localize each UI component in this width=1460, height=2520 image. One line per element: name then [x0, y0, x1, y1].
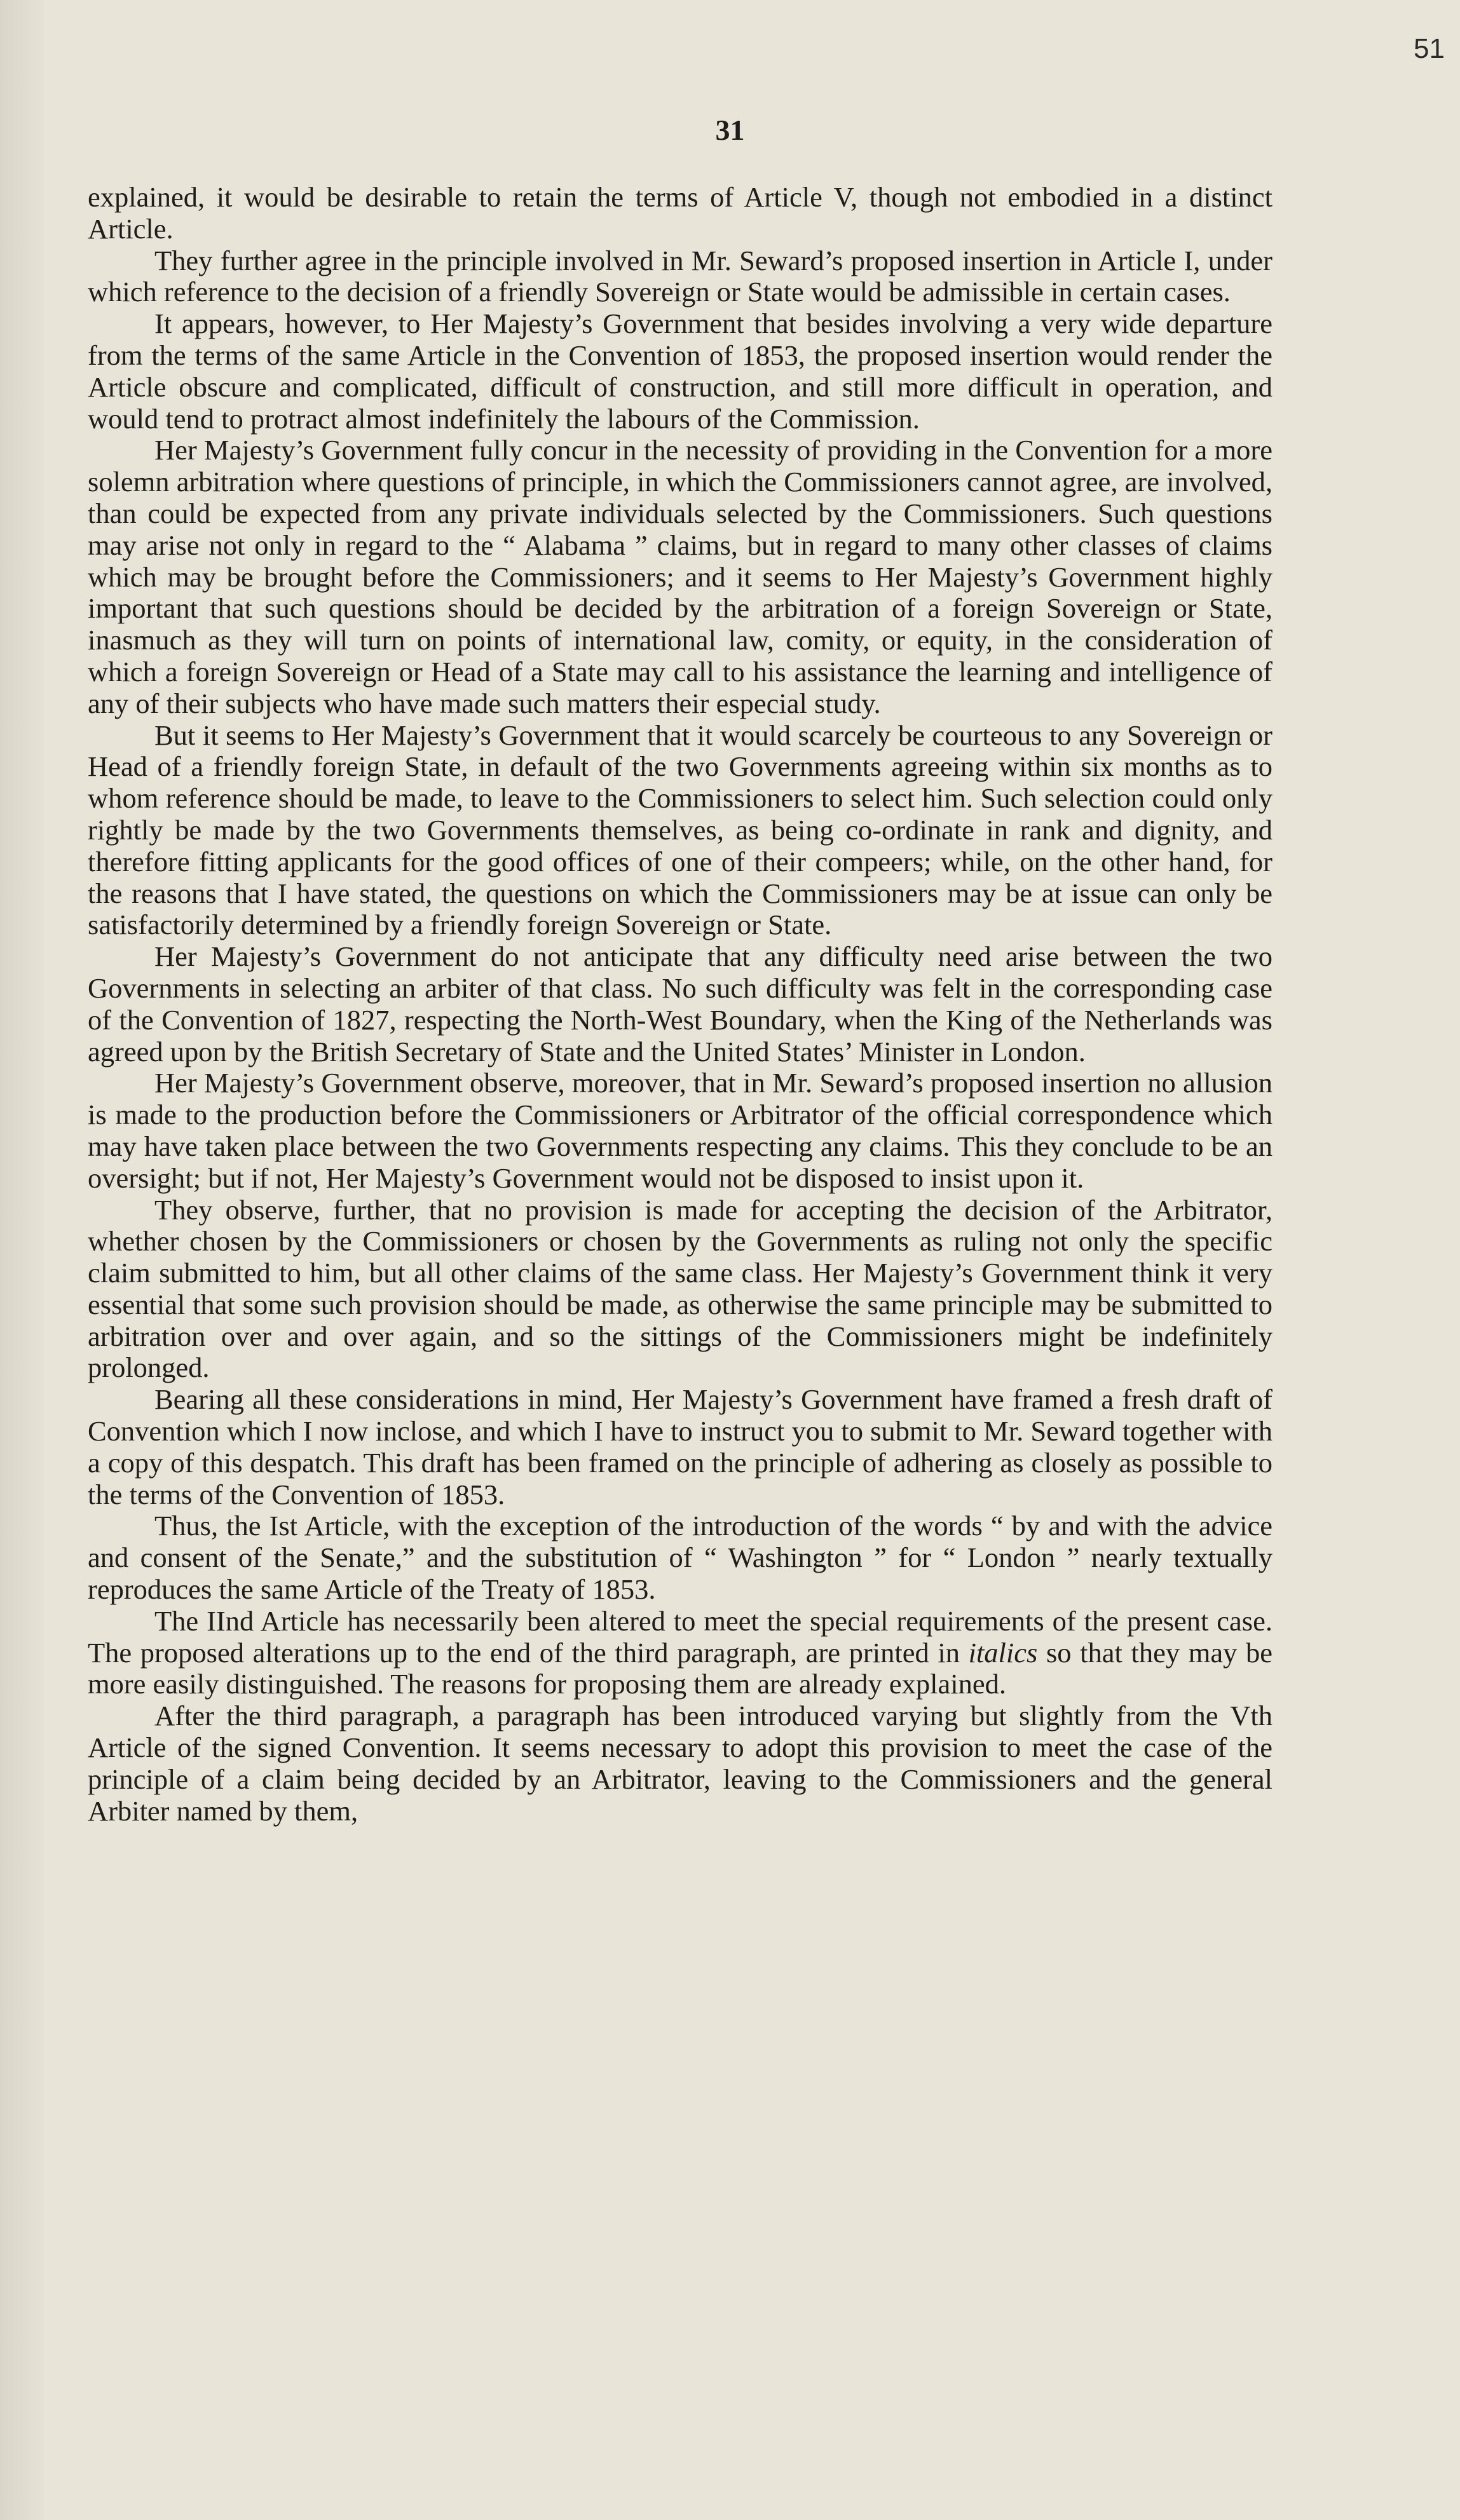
paragraph-6: Her Majesty’s Government do not anticipate that any difficulty need arise between the two Governments in selecting an arbiter of that class. No such difficulty was felt in the corresponding case of the Convention of 1827, respecting the North-West Boundary, when the King of the Netherlands was agreed upon by the British Secretary of State and the United States’ Minister in London.: [88, 940, 1272, 1067]
paragraph-11: [88, 1606, 1272, 1700]
paragraph-11-italic: italics: [968, 1636, 1038, 1669]
scan-edge: [0, 0, 44, 2520]
paragraph-2: They further agree in the principle involved in Mr. Seward’s proposed insertion in Article I, under which reference to the decision of a friendly Sovereign or State would be admissible in certain cases.: [88, 244, 1272, 308]
paragraph-7: Her Majesty’s Government observe, moreover, that in Mr. Seward’s proposed insertion no allusion is made to the production before the Commissioners or Arbitrator of the official correspondence which may have taken place between the two Governments respecting any claims. This they conclude to be an oversight; but if not, Her Majesty’s Government would not be disposed to insist upon it.: [88, 1067, 1272, 1194]
paragraph-10: Thus, the Ist Article, with the exception of the introduction of the words “ by and with the advice and consent of the Senate,” and the substitution of “ Washington ” for “ London ” nearly textually reproduces the same Article of the Treaty of 1853.: [88, 1510, 1272, 1606]
paragraph-11-after: so that they may be more easily distinguished. The reasons for proposing them are already explained.: [88, 1636, 1272, 1700]
paragraph-3: It appears, however, to Her Majesty’s Government that besides involving a very wide departure from the terms of the same Article in the Convention of 1853, the proposed insertion would render the Article obscure and complicated, difficult of construction, and still more difficult in operation, and would tend to protract almost indefinitely the labours of the Commission.: [88, 308, 1272, 435]
paragraph-9: Bearing all these considerations in mind, Her Majesty’s Government have framed a fresh draft of Convention which I now inclose, and which I have to instruct you to submit to Mr. Seward together with a copy of this despatch. This draft has been framed on the principle of adhering as closely as possible to the terms of the Convention of 1853.: [88, 1383, 1272, 1510]
paragraph-12: After the third paragraph, a paragraph has been introduced varying but slightly from the Vth Article of the signed Convention. It seems necessary to adopt this provision to meet the case of the principle of a claim being decided by an Arbitrator, leaving to the Commissioners and the general Arbiter named by them,: [88, 1700, 1272, 1827]
folio-number: 51: [1414, 33, 1445, 64]
paragraph-11-before: The IInd Article has necessarily been altered to meet the special requirements of the present case. The proposed alterations up to the end of the third paragraph, are printed in: [88, 1604, 1272, 1669]
paragraph-8: They observe, further, that no provision is made for accepting the decision of the Arbitrator, whether chosen by the Commissioners or chosen by the Governments as ruling not only the specific claim submitted to him, but all other claims of the same class. Her Majesty’s Government think it very essential that some such provision should be made, as otherwise the same principle may be submitted to arbitration over and over again, and so the sittings of the Commissioners might be indefinitely prolonged.: [88, 1193, 1272, 1384]
document-body: [88, 182, 1272, 1827]
paragraph-4: Her Majesty’s Government fully concur in the necessity of providing in the Convention for a more solemn arbitration where questions of principle, in which the Commissioners cannot agree, are involved, than could be expected from any private individuals selected by the Commissioners. Such questions may arise not only in regard to the “ Alabama ” claims, but in regard to many other classes of claims which may be brought before the Commissioners; and it seems to Her Majesty’s Government highly important that such questions should be decided by the arbitration of a foreign Sovereign or State, inasmuch as they will turn on points of international law, comity, or equity, in the consideration of which a foreign Sovereign or Head of a State may call to his assistance the learning and intelligence of any of their subjects who have made such matters their especial study.: [88, 434, 1272, 719]
paragraph-1: explained, it would be desirable to retain the terms of Article V, though not embodied in a distinct Article.: [88, 181, 1272, 245]
paragraph-5: But it seems to Her Majesty’s Government that it would scarcely be courteous to any Sovereign or Head of a friendly foreign State, in default of the two Governments agreeing within six months as to whom reference should be made, to leave to the Commissioners to select him. Such selection could only rightly be made by the two Governments themselves, as being co-ordinate in rank and dignity, and therefore fitting applicants for the good offices of one of their compeers; while, on the other hand, for the reasons that I have stated, the questions on which the Commissioners may be at issue can only be satisfactorily determined by a friendly foreign Sovereign or State.: [88, 719, 1272, 941]
page-number: 31: [715, 114, 745, 146]
